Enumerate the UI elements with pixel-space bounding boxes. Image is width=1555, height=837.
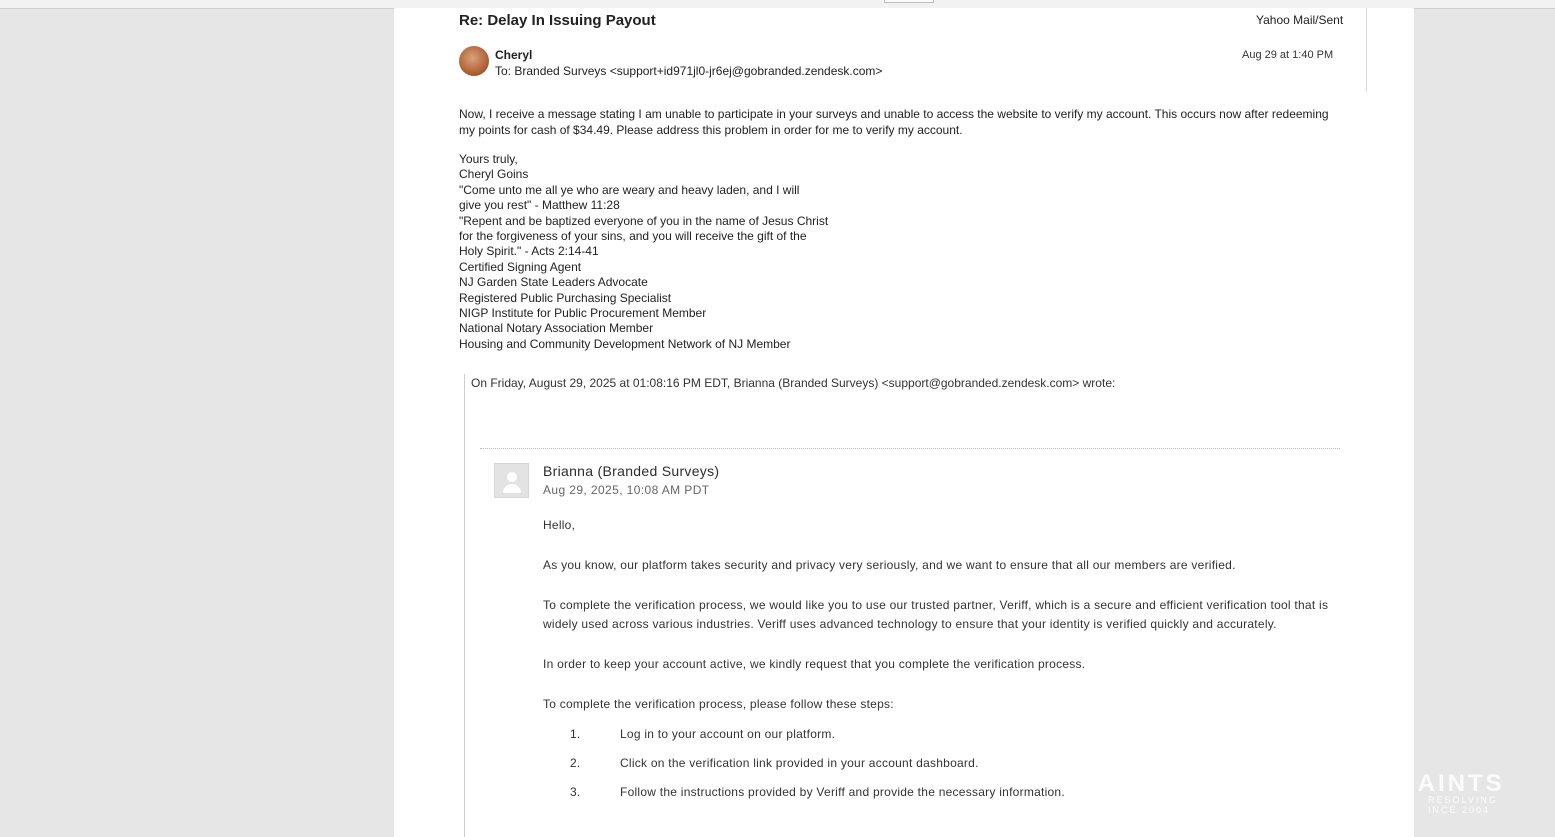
quoted-date: Aug 29, 2025, 10:08 AM PDT <box>543 483 710 497</box>
signature-line: Holy Spirit." - Acts 2:14-41 <box>459 244 599 259</box>
signature-line: Housing and Community Development Network of NJ Member <box>459 336 791 351</box>
quoted-paragraph: In order to keep your account active, we kindly request that you complete the verification process. <box>543 657 1086 671</box>
signature-block <box>459 152 828 352</box>
watermark-tagline <box>1428 795 1498 815</box>
email-date: Aug 29 at 1:40 PM <box>1242 49 1334 61</box>
signature-line: NJ Garden State Leaders Advocate <box>459 275 648 290</box>
step-text: Log in to your account on our platform. <box>620 727 836 741</box>
quote-separator <box>480 448 1340 449</box>
quote-bar <box>464 374 465 837</box>
step-number: 1. <box>570 727 581 741</box>
signature-line: Cheryl Goins <box>459 167 529 182</box>
folder-label: Yahoo Mail/Sent <box>1256 13 1344 27</box>
signature-line: Certified Signing Agent <box>459 259 582 274</box>
quoted-author: Brianna (Branded Surveys) <box>543 463 720 479</box>
quoted-paragraph: Hello, <box>543 518 576 532</box>
user-placeholder-icon <box>494 463 529 498</box>
email-subject: Re: Delay In Issuing Payout <box>459 12 656 29</box>
step-number: 2. <box>570 756 581 770</box>
sender-avatar <box>459 46 489 76</box>
signature-line: Registered Public Purchasing Specialist <box>459 290 672 305</box>
signature-line: "Repent and be baptized everyone of you in the name of Jesus Christ <box>459 213 829 228</box>
signature-line: NIGP Institute for Public Procurement Member <box>459 306 707 321</box>
sender-name: Cheryl <box>495 48 533 62</box>
step-number: 3. <box>570 785 581 799</box>
signature-line: "Come unto me all ye who are weary and heavy laden, and I will <box>459 182 800 197</box>
signature-line: give you rest" - Matthew 11:28 <box>459 198 620 213</box>
quoted-paragraph: As you know, our platform takes security and privacy very seriously, and we want to ensure that all our members are verified. <box>543 558 1236 572</box>
step-text: Follow the instructions provided by Veriff and provide the necessary information. <box>620 785 1065 799</box>
signature-line: for the forgiveness of your sins, and you will receive the gift of the <box>459 229 807 244</box>
watermark-logo: LAINTS <box>1400 770 1505 797</box>
avatar-head-shape <box>507 472 517 482</box>
quoted-paragraph: To complete the verification process, please follow these steps: <box>543 697 894 711</box>
watermark-tagline-line: INCE 2004 <box>1428 805 1491 815</box>
step-text: Click on the verification link provided in your account dashboard. <box>620 756 979 770</box>
email-page <box>394 8 1414 837</box>
email-body: Now, I receive a message stating I am unable to participate in your surveys and unable to access the website to verify my account. This occurs now after redeeming my points for cash of $34.49. Please address this problem in order for me to verify my account. <box>459 107 1329 137</box>
signature-line: Yours truly, <box>459 152 518 166</box>
divider <box>1366 8 1367 92</box>
quoted-paragraph: To complete the verification process, we would like you to use our trusted partner, Veriff, which is a secure and efficient verification tool that is widely used across various industries. Veriff uses advanced technology to ensure that your identity is verified quickly and accurately. <box>543 598 1329 631</box>
recipient-line: To: Branded Surveys <support+id971jl0-jr6ej@gobranded.zendesk.com> <box>495 64 883 78</box>
quote-header: On Friday, August 29, 2025 at 01:08:16 PM EDT, Brianna (Branded Surveys) <support@gobranded.zendesk.com> wrote: <box>471 376 1116 390</box>
signature-line: National Notary Association Member <box>459 321 654 336</box>
watermark-tagline-line: RESOLVING <box>1428 795 1498 805</box>
window-tab[interactable] <box>884 0 934 3</box>
avatar-shoulders-shape <box>503 484 521 493</box>
